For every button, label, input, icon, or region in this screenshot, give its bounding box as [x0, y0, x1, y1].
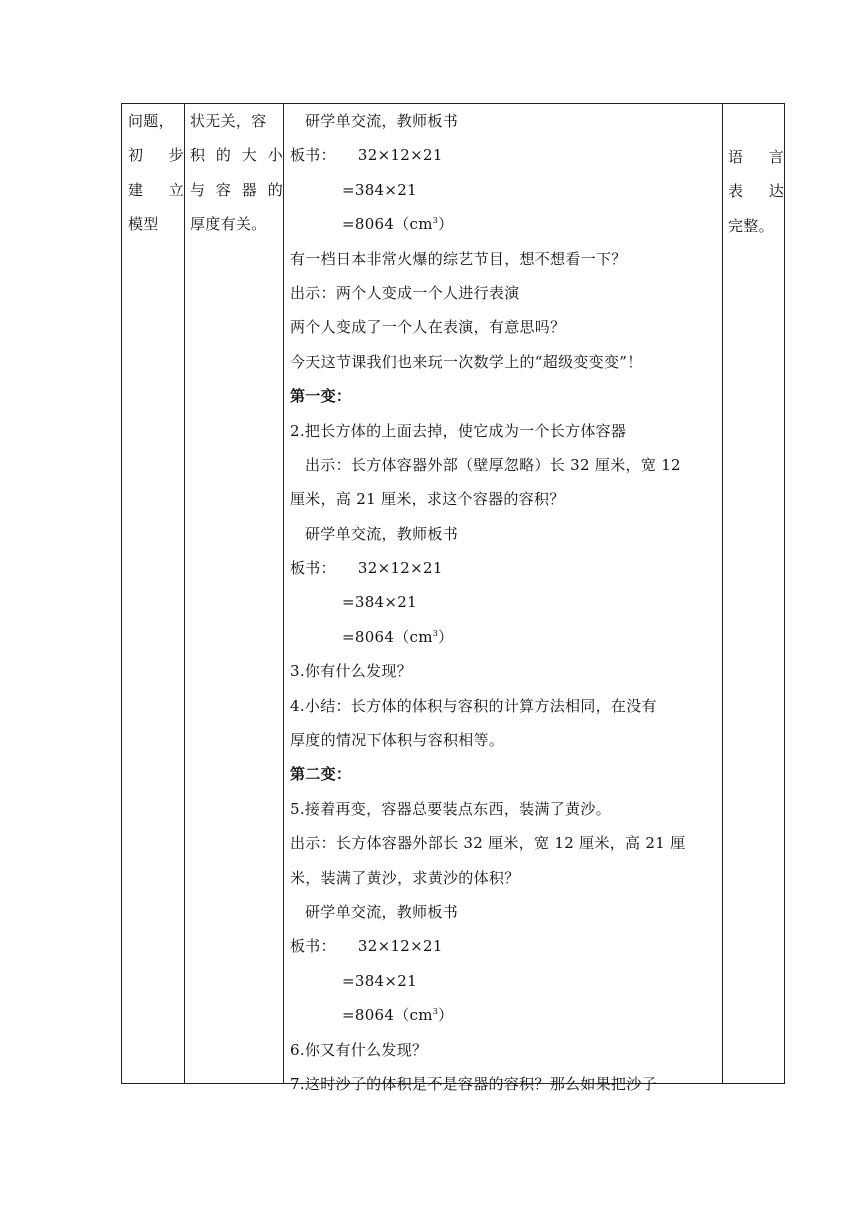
lesson-table	[121, 103, 785, 1093]
activity-line: 两个人变成了一个人在表演，有意思吗？	[290, 318, 566, 337]
board-label: 板书：	[290, 559, 336, 578]
activity-line: 今天这节课我们也来玩一次数学上的“超级变变变”！	[290, 352, 643, 371]
formula: 32×12×21	[357, 146, 443, 165]
goal-column	[190, 104, 283, 242]
activity-column	[290, 104, 720, 1101]
assessment-column	[728, 140, 784, 243]
activity-line: 出示：两个人变成一个人进行表演	[290, 283, 520, 302]
activity-line: 4.小结：长方体的体积与容积的计算方法相同，在没有	[290, 696, 657, 715]
stage-text: 建立	[128, 180, 184, 199]
stage-text: 初步	[128, 146, 184, 165]
goal-text: 厚度有关。	[190, 215, 267, 234]
assessment-text: 完整。	[728, 216, 774, 235]
activity-line: 有一档日本非常火爆的综艺节目，想不想看一下？	[290, 249, 627, 268]
superscript: 3	[432, 1007, 439, 1017]
assessment-text: 表达	[728, 182, 784, 201]
activity-line: =384×21	[342, 180, 417, 199]
activity-line	[290, 998, 720, 1032]
activity-line: 出示：长方体容器外部长 32 厘米，宽 12 厘米，高 21 厘	[290, 834, 686, 853]
activity-line	[290, 620, 720, 654]
activity-line: 5.接着再变，容器总要装点东西，装满了黄沙。	[290, 799, 611, 818]
activity-line: 厘米，高 21 厘米，求这个容器的容积？	[290, 490, 565, 509]
activity-line: 厚度的情况下体积与容积相等。	[290, 731, 505, 750]
activity-line: =384×21	[342, 593, 417, 612]
activity-line	[290, 929, 720, 963]
activity-line: 出示：长方体容器外部（壁厚忽略）长 32 厘米，宽 12	[305, 455, 681, 474]
activity-line: 6.你又有什么发现？	[290, 1040, 428, 1059]
goal-text: 与容器的	[190, 180, 283, 199]
section-heading: 第二变：	[290, 765, 352, 784]
activity-line: 米，装满了黄沙，求黄沙的体积？	[290, 868, 520, 887]
formula: 32×12×21	[357, 937, 443, 956]
column-divider	[722, 104, 723, 1083]
activity-line	[290, 551, 720, 585]
assessment-text: 语言	[728, 148, 784, 166]
activity-line: =384×21	[342, 971, 417, 990]
column-divider	[184, 104, 185, 1083]
column-divider	[283, 104, 284, 1083]
activity-line: 7.这时沙子的体积是不是容器的容积？那么如果把沙子	[290, 1074, 657, 1093]
formula: 32×12×21	[357, 559, 443, 578]
goal-text: 积的大小	[190, 146, 283, 165]
activity-line: 研学单交流，教师板书	[305, 902, 459, 921]
activity-line: 研学单交流，教师板书	[305, 112, 459, 130]
activity-line: 研学单交流，教师板书	[305, 524, 459, 543]
stage-text: 问题，	[128, 112, 174, 130]
section-heading: 第一变：	[290, 387, 352, 406]
goal-text: 状无关，容	[190, 112, 267, 130]
activity-line: 2.把长方体的上面去掉，使它成为一个长方体容器	[290, 421, 627, 440]
formula-close: ）	[438, 1006, 454, 1025]
board-label: 板书：	[290, 146, 336, 165]
formula-close: ）	[438, 215, 454, 234]
activity-line	[290, 138, 720, 172]
activity-line	[290, 207, 720, 241]
board-label: 板书：	[290, 937, 336, 956]
formula-result: =8064（cm	[342, 215, 433, 234]
stage-text: 模型	[128, 215, 159, 234]
formula-result: =8064（cm	[342, 1006, 433, 1025]
activity-line: 3.你有什么发现？	[290, 662, 413, 681]
formula-result: =8064（cm	[342, 627, 433, 646]
superscript: 3	[432, 628, 439, 638]
formula-close: ）	[438, 627, 454, 646]
superscript: 3	[432, 216, 439, 226]
stage-column	[128, 104, 184, 242]
